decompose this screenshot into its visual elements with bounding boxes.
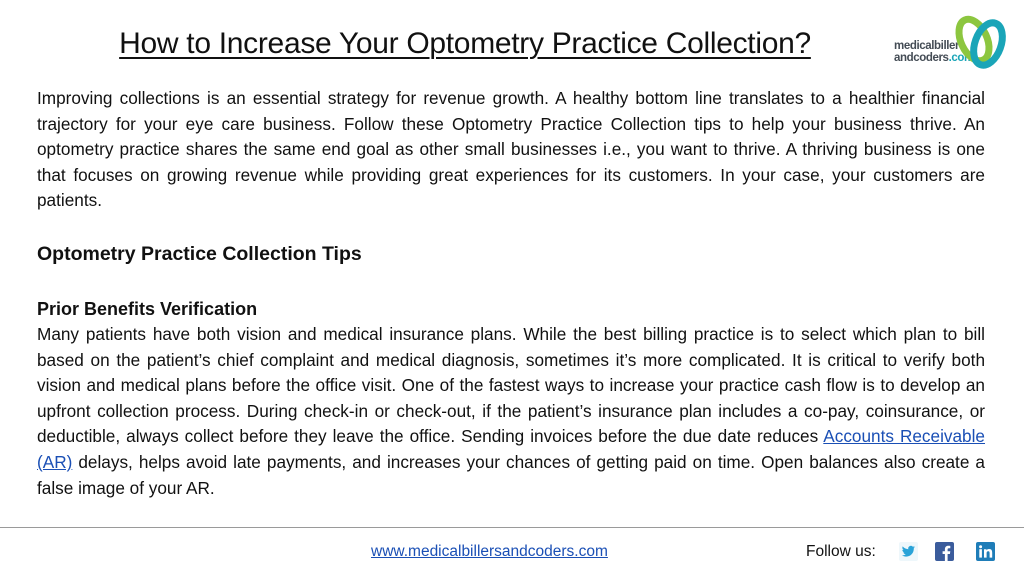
logo-line-2: andcoders [894, 52, 949, 64]
intro-paragraph: Improving collections is an essential strategy for revenue growth. A healthy bottom line translates to a healthier financial trajectory for your eye care business. Follow these Optometry Practice Collection tips to help your business thrive. An optometry practice shares the same end goal as other small businesses i.e., you want to thrive. A thriving business is one that focuses on growing revenue while providing great experiences for its customers. In your case, your customers are patients. [37, 88, 985, 211]
paragraph-text-after-link: delays, helps avoid late payments, and increases your chances of getting paid on time. Open balances also create a false image of your AR. [37, 451, 985, 498]
page-title: How to Increase Your Optometry Practice Collection? [119, 27, 811, 60]
logo-line-1: medicalbillers [894, 40, 966, 52]
logo-dotcom: .com [948, 52, 974, 64]
accounts-receivable-link[interactable]: Accounts Receivable (AR) [37, 426, 985, 472]
twitter-icon[interactable] [899, 542, 918, 561]
main-content [37, 86, 985, 501]
paragraph-text-before-link: Many patients have both vision and medical insurance plans. While the best billing practice is to select which plan to bill based on the patient’s chief complaint and medical diagnosis, sometimes it’s more complicated. It is critical to verify both vision and medical plans before the office visit. One of the fastest ways to increase your practice cash flow is to develop an upfront collection process. During check-in or check-out, if the patient’s insurance plan includes a co-pay, coinsurance, or deductible, always collect before they leave the office. Sending invoices before the due date reduces [37, 323, 985, 447]
linkedin-icon[interactable] [976, 542, 995, 561]
footer-divider [0, 527, 1024, 528]
medicalbillers-logo-icon [952, 12, 1010, 72]
company-logo[interactable] [894, 12, 1014, 72]
subsection-heading: Prior Benefits Verification [37, 298, 258, 319]
subsection-paragraph [37, 322, 985, 501]
follow-us-label: Follow us: [806, 543, 876, 560]
section-heading: Optometry Practice Collection Tips [37, 242, 362, 265]
website-link[interactable]: www.medicalbillersandcoders.com [371, 543, 608, 560]
facebook-icon[interactable] [935, 542, 954, 561]
